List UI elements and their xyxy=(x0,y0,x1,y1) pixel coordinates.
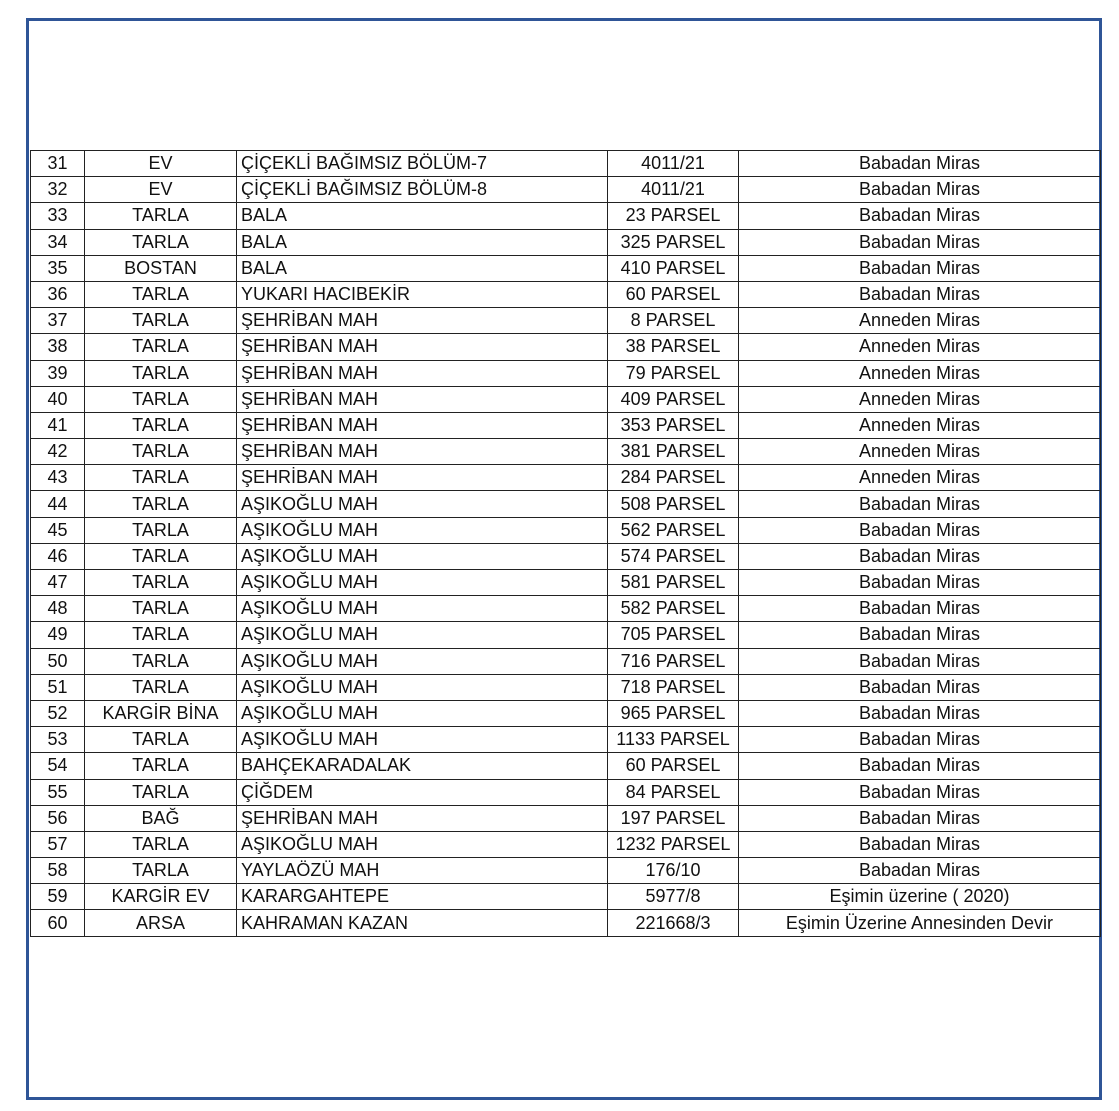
table-row xyxy=(31,439,1101,465)
property-type-cell: TARLA xyxy=(85,465,237,491)
parcel-cell: 508 PARSEL xyxy=(608,491,739,517)
location-cell: KARARGAHTEPE xyxy=(237,884,608,910)
table-row xyxy=(31,727,1101,753)
location-cell: ÇİĞDEM xyxy=(237,779,608,805)
location-cell: AŞIKOĞLU MAH xyxy=(237,543,608,569)
row-number-cell: 55 xyxy=(31,779,85,805)
origin-cell: Babadan Miras xyxy=(739,831,1101,857)
origin-cell: Babadan Miras xyxy=(739,255,1101,281)
origin-cell: Babadan Miras xyxy=(739,753,1101,779)
row-number-cell: 35 xyxy=(31,255,85,281)
table-row xyxy=(31,700,1101,726)
origin-cell: Babadan Miras xyxy=(739,674,1101,700)
origin-cell: Anneden Miras xyxy=(739,439,1101,465)
location-cell: AŞIKOĞLU MAH xyxy=(237,648,608,674)
row-number-cell: 49 xyxy=(31,622,85,648)
origin-cell: Babadan Miras xyxy=(739,151,1101,177)
row-number-cell: 47 xyxy=(31,570,85,596)
row-number-cell: 38 xyxy=(31,334,85,360)
parcel-cell: 4011/21 xyxy=(608,151,739,177)
property-type-cell: TARLA xyxy=(85,308,237,334)
table-row xyxy=(31,910,1101,936)
row-number-cell: 42 xyxy=(31,439,85,465)
location-cell: ŞEHRİBAN MAH xyxy=(237,386,608,412)
origin-cell: Babadan Miras xyxy=(739,203,1101,229)
parcel-cell: 38 PARSEL xyxy=(608,334,739,360)
property-type-cell: TARLA xyxy=(85,229,237,255)
property-type-cell: TARLA xyxy=(85,596,237,622)
row-number-cell: 56 xyxy=(31,805,85,831)
table-row xyxy=(31,255,1101,281)
row-number-cell: 41 xyxy=(31,412,85,438)
origin-cell: Babadan Miras xyxy=(739,622,1101,648)
parcel-cell: 8 PARSEL xyxy=(608,308,739,334)
row-number-cell: 58 xyxy=(31,858,85,884)
row-number-cell: 43 xyxy=(31,465,85,491)
location-cell: ŞEHRİBAN MAH xyxy=(237,334,608,360)
row-number-cell: 50 xyxy=(31,648,85,674)
property-type-cell: TARLA xyxy=(85,831,237,857)
property-type-cell: TARLA xyxy=(85,622,237,648)
origin-cell: Babadan Miras xyxy=(739,596,1101,622)
location-cell: AŞIKOĞLU MAH xyxy=(237,570,608,596)
property-type-cell: TARLA xyxy=(85,412,237,438)
table-row xyxy=(31,596,1101,622)
parcel-cell: 562 PARSEL xyxy=(608,517,739,543)
property-type-cell: TARLA xyxy=(85,648,237,674)
location-cell: AŞIKOĞLU MAH xyxy=(237,727,608,753)
parcel-cell: 1232 PARSEL xyxy=(608,831,739,857)
location-cell: BAHÇEKARADALAK xyxy=(237,753,608,779)
parcel-cell: 23 PARSEL xyxy=(608,203,739,229)
property-type-cell: TARLA xyxy=(85,570,237,596)
location-cell: AŞIKOĞLU MAH xyxy=(237,622,608,648)
property-type-cell: TARLA xyxy=(85,779,237,805)
origin-cell: Anneden Miras xyxy=(739,360,1101,386)
table-row xyxy=(31,308,1101,334)
row-number-cell: 59 xyxy=(31,884,85,910)
parcel-cell: 1133 PARSEL xyxy=(608,727,739,753)
parcel-cell: 574 PARSEL xyxy=(608,543,739,569)
property-type-cell: EV xyxy=(85,177,237,203)
property-type-cell: TARLA xyxy=(85,203,237,229)
table-row xyxy=(31,151,1101,177)
origin-cell: Babadan Miras xyxy=(739,779,1101,805)
parcel-cell: 79 PARSEL xyxy=(608,360,739,386)
table-row xyxy=(31,648,1101,674)
table-row xyxy=(31,831,1101,857)
property-type-cell: BOSTAN xyxy=(85,255,237,281)
property-type-cell: KARGİR BİNA xyxy=(85,700,237,726)
parcel-cell: 176/10 xyxy=(608,858,739,884)
property-type-cell: BAĞ xyxy=(85,805,237,831)
property-type-cell: TARLA xyxy=(85,674,237,700)
location-cell: BALA xyxy=(237,203,608,229)
row-number-cell: 48 xyxy=(31,596,85,622)
table-row xyxy=(31,674,1101,700)
property-type-cell: TARLA xyxy=(85,858,237,884)
property-type-cell: EV xyxy=(85,151,237,177)
origin-cell: Eşimin Üzerine Annesinden Devir xyxy=(739,910,1101,936)
row-number-cell: 54 xyxy=(31,753,85,779)
location-cell: AŞIKOĞLU MAH xyxy=(237,674,608,700)
origin-cell: Anneden Miras xyxy=(739,334,1101,360)
property-type-cell: TARLA xyxy=(85,281,237,307)
table-row xyxy=(31,779,1101,805)
origin-cell: Anneden Miras xyxy=(739,465,1101,491)
property-type-cell: ARSA xyxy=(85,910,237,936)
table-row xyxy=(31,360,1101,386)
origin-cell: Eşimin üzerine ( 2020) xyxy=(739,884,1101,910)
origin-cell: Babadan Miras xyxy=(739,491,1101,517)
origin-cell: Anneden Miras xyxy=(739,386,1101,412)
parcel-cell: 581 PARSEL xyxy=(608,570,739,596)
row-number-cell: 44 xyxy=(31,491,85,517)
row-number-cell: 57 xyxy=(31,831,85,857)
table-row xyxy=(31,229,1101,255)
row-number-cell: 52 xyxy=(31,700,85,726)
origin-cell: Anneden Miras xyxy=(739,308,1101,334)
parcel-cell: 284 PARSEL xyxy=(608,465,739,491)
row-number-cell: 60 xyxy=(31,910,85,936)
origin-cell: Babadan Miras xyxy=(739,177,1101,203)
location-cell: AŞIKOĞLU MAH xyxy=(237,700,608,726)
property-type-cell: TARLA xyxy=(85,491,237,517)
parcel-cell: 84 PARSEL xyxy=(608,779,739,805)
table-row xyxy=(31,858,1101,884)
parcel-cell: 60 PARSEL xyxy=(608,753,739,779)
parcel-cell: 965 PARSEL xyxy=(608,700,739,726)
row-number-cell: 45 xyxy=(31,517,85,543)
table-row xyxy=(31,281,1101,307)
property-type-cell: TARLA xyxy=(85,360,237,386)
property-type-cell: TARLA xyxy=(85,753,237,779)
property-type-cell: TARLA xyxy=(85,517,237,543)
location-cell: BALA xyxy=(237,229,608,255)
table-row xyxy=(31,884,1101,910)
row-number-cell: 37 xyxy=(31,308,85,334)
parcel-cell: 221668/3 xyxy=(608,910,739,936)
location-cell: AŞIKOĞLU MAH xyxy=(237,517,608,543)
row-number-cell: 31 xyxy=(31,151,85,177)
parcel-cell: 409 PARSEL xyxy=(608,386,739,412)
origin-cell: Babadan Miras xyxy=(739,570,1101,596)
table-row xyxy=(31,570,1101,596)
location-cell: ŞEHRİBAN MAH xyxy=(237,439,608,465)
parcel-cell: 718 PARSEL xyxy=(608,674,739,700)
row-number-cell: 32 xyxy=(31,177,85,203)
table-row xyxy=(31,622,1101,648)
origin-cell: Babadan Miras xyxy=(739,648,1101,674)
origin-cell: Babadan Miras xyxy=(739,281,1101,307)
row-number-cell: 33 xyxy=(31,203,85,229)
property-type-cell: TARLA xyxy=(85,386,237,412)
origin-cell: Babadan Miras xyxy=(739,700,1101,726)
location-cell: ÇİÇEKLİ BAĞIMSIZ BÖLÜM-8 xyxy=(237,177,608,203)
origin-cell: Babadan Miras xyxy=(739,858,1101,884)
parcel-cell: 705 PARSEL xyxy=(608,622,739,648)
parcel-cell: 353 PARSEL xyxy=(608,412,739,438)
location-cell: ŞEHRİBAN MAH xyxy=(237,308,608,334)
parcel-cell: 60 PARSEL xyxy=(608,281,739,307)
parcel-cell: 197 PARSEL xyxy=(608,805,739,831)
location-cell: BALA xyxy=(237,255,608,281)
property-type-cell: TARLA xyxy=(85,727,237,753)
location-cell: YUKARI HACIBEKİR xyxy=(237,281,608,307)
origin-cell: Babadan Miras xyxy=(739,517,1101,543)
parcel-cell: 5977/8 xyxy=(608,884,739,910)
table-row xyxy=(31,517,1101,543)
origin-cell: Babadan Miras xyxy=(739,727,1101,753)
table-row xyxy=(31,203,1101,229)
parcel-cell: 582 PARSEL xyxy=(608,596,739,622)
row-number-cell: 40 xyxy=(31,386,85,412)
table-row xyxy=(31,177,1101,203)
table-row xyxy=(31,491,1101,517)
table-row xyxy=(31,334,1101,360)
table-row xyxy=(31,543,1101,569)
location-cell: AŞIKOĞLU MAH xyxy=(237,491,608,517)
row-number-cell: 34 xyxy=(31,229,85,255)
row-number-cell: 53 xyxy=(31,727,85,753)
table-row xyxy=(31,386,1101,412)
location-cell: ŞEHRİBAN MAH xyxy=(237,360,608,386)
location-cell: ŞEHRİBAN MAH xyxy=(237,465,608,491)
location-cell: YAYLAÖZÜ MAH xyxy=(237,858,608,884)
property-table xyxy=(30,150,1101,937)
parcel-cell: 716 PARSEL xyxy=(608,648,739,674)
property-type-cell: TARLA xyxy=(85,543,237,569)
parcel-cell: 410 PARSEL xyxy=(608,255,739,281)
origin-cell: Babadan Miras xyxy=(739,543,1101,569)
table-row xyxy=(31,412,1101,438)
row-number-cell: 46 xyxy=(31,543,85,569)
property-type-cell: TARLA xyxy=(85,439,237,465)
location-cell: AŞIKOĞLU MAH xyxy=(237,831,608,857)
location-cell: ŞEHRİBAN MAH xyxy=(237,805,608,831)
origin-cell: Babadan Miras xyxy=(739,805,1101,831)
row-number-cell: 39 xyxy=(31,360,85,386)
location-cell: AŞIKOĞLU MAH xyxy=(237,596,608,622)
table-row xyxy=(31,465,1101,491)
location-cell: KAHRAMAN KAZAN xyxy=(237,910,608,936)
parcel-cell: 4011/21 xyxy=(608,177,739,203)
row-number-cell: 36 xyxy=(31,281,85,307)
property-type-cell: TARLA xyxy=(85,334,237,360)
origin-cell: Babadan Miras xyxy=(739,229,1101,255)
parcel-cell: 381 PARSEL xyxy=(608,439,739,465)
parcel-cell: 325 PARSEL xyxy=(608,229,739,255)
property-type-cell: KARGİR EV xyxy=(85,884,237,910)
location-cell: ŞEHRİBAN MAH xyxy=(237,412,608,438)
table-row xyxy=(31,753,1101,779)
table-row xyxy=(31,805,1101,831)
location-cell: ÇİÇEKLİ BAĞIMSIZ BÖLÜM-7 xyxy=(237,151,608,177)
row-number-cell: 51 xyxy=(31,674,85,700)
origin-cell: Anneden Miras xyxy=(739,412,1101,438)
